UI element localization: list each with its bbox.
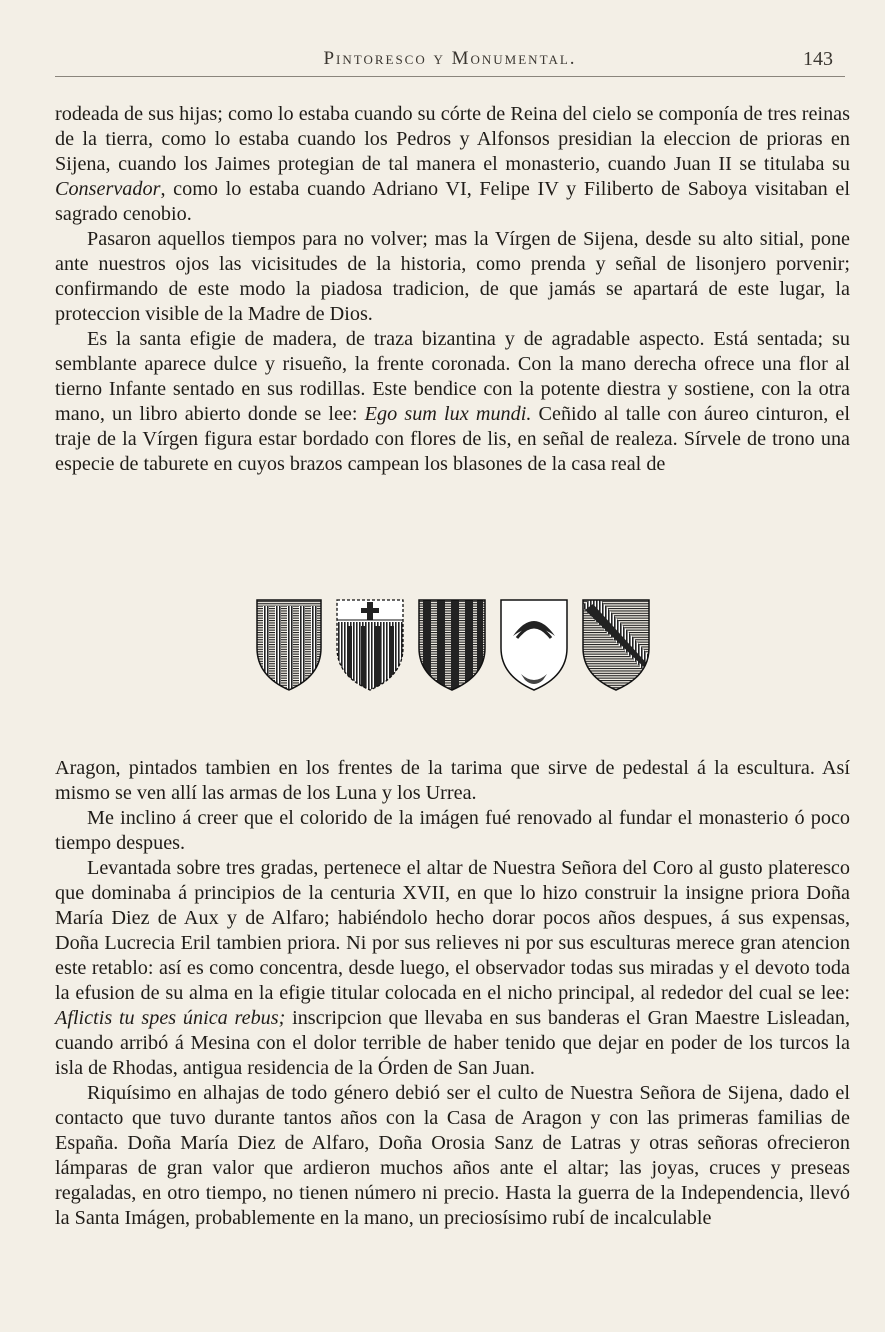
shield-cross-icon [335,596,405,692]
shield-crescent-icon [499,596,569,692]
paragraph-text: Levantada sobre tres gradas, pertenece el altar de Nuestra Señora del Coro al gusto plateresco que dominaba á principios de la centuria XVII, en que lo hizo construir la insigne priora Doña María Diez de Aux y de Alfaro; habiéndolo hecho dorar pocos años despues, á sus expensas, Doña Lucrecia Eril tambien priora. Ni por sus relieves ni por sus esculturas merece gran atencion este retablo: así es como concentra, desde luego, el observador todas sus miradas y el devoto toda la efusion de su alma en la efigie titular colocada en el nicho principal, al rededor del cual se lee: [55,857,850,1004]
paragraph-text: rodeada de sus hijas; como lo estaba cuando su córte de Reina del cielo se componía de tres reinas de la tierra, como lo estaba cuando los Pedros y Alfonsos presidian la eleccion de prioras en Sijena, cuando los Jaimes protegian de tal manera el monasterio, cuando Juan II se titulaba su [55,103,850,175]
shield-vertical-stripes-icon [255,596,323,692]
page-header [55,48,845,78]
page-number: 143 [803,48,833,70]
paragraph [55,856,850,1081]
paragraph: Me inclino á creer que el colorido de la imágen fué renovado al fundar el monasterio ó poco tiempo despues. [55,807,850,854]
shield-diagonal-bend-icon [581,596,651,692]
paragraph [55,327,850,477]
paragraph-text: Ceñido al talle con áureo cinturon, el traje de la Vírgen figura estar bordado con flores de lis, en señal de realeza. Sírvele de trono una especie de taburete en cuyos brazos campean los blasones de la casa real de [55,403,850,475]
paragraph-text: Es la santa efigie de madera, de traza bizantina y de agradable aspecto. Está sentada; su semblante aparece dulce y risueño, la frente coronada. Con la mano derecha ofrece una flor al tierno Infante sentado en sus rodillas. Este bendice con la potente diestra y sostiene, con la otra mano, un libro abierto donde se lee: [55,328,850,425]
header-rule [55,76,845,77]
running-title: Pintoresco y Monumental. [323,48,577,69]
paragraph: Riquísimo en alhajas de todo género debió ser el culto de Nuestra Señora de Sijena, dado el contacto que tuvo durante tantos años con la Casa de Aragon y con las primeras familias de España. Doña María Diez de Alfaro, Doña Orosia Sanz de Latras y otras señoras ofrecieron lámparas de gran valor que ardieron muchos años ante el altar; las joyas, cruces y preseas regaladas, en otro tiempo, no tienen número ni precio. Hasta la guerra de la Independencia, llevó la Santa Imágen, probablemente en la mano, un preciosísimo rubí de incalculable [55,1082,850,1229]
latin-inscription: Aflictis tu spes única rebus; [55,1007,286,1029]
paragraph: Aragon, pintados tambien en los frentes de la tarima que sirve de pedestal á la escultura. Así mismo se ven allí las armas de los Luna y los Urrea. [55,757,850,804]
shield-pales-icon [417,596,487,692]
text-block-bottom [55,756,850,1231]
italic-title: Conservador [55,178,161,200]
paragraph-text: , como lo estaba cuando Adriano VI, Felipe IV y Filiberto de Saboya visitaban el sagrado cenobio. [55,178,850,225]
coats-of-arms-illustration [255,596,655,696]
paragraph-text: inscripcion que llevaba en sus banderas el Gran Maestre Lisleadan, cuando arribó á Mesina con el dolor terrible de haber tenido que dejar en poder de los turcos la isla de Rhodas, antigua residencia de la Órden de San Juan. [55,1007,851,1079]
paragraph: Pasaron aquellos tiempos para no volver; mas la Vírgen de Sijena, desde su alto sitial, pone ante nuestros ojos las vicisitudes de la historia, como prenda y señal de lisonjero porvenir; confirmando de este modo la piadosa tradicion, de que jamás se apartará de este lugar, la proteccion visible de la Madre de Dios. [55,228,850,325]
latin-inscription: Ego sum lux mundi. [364,403,532,425]
text-block-top [55,102,850,477]
paragraph [55,102,850,227]
